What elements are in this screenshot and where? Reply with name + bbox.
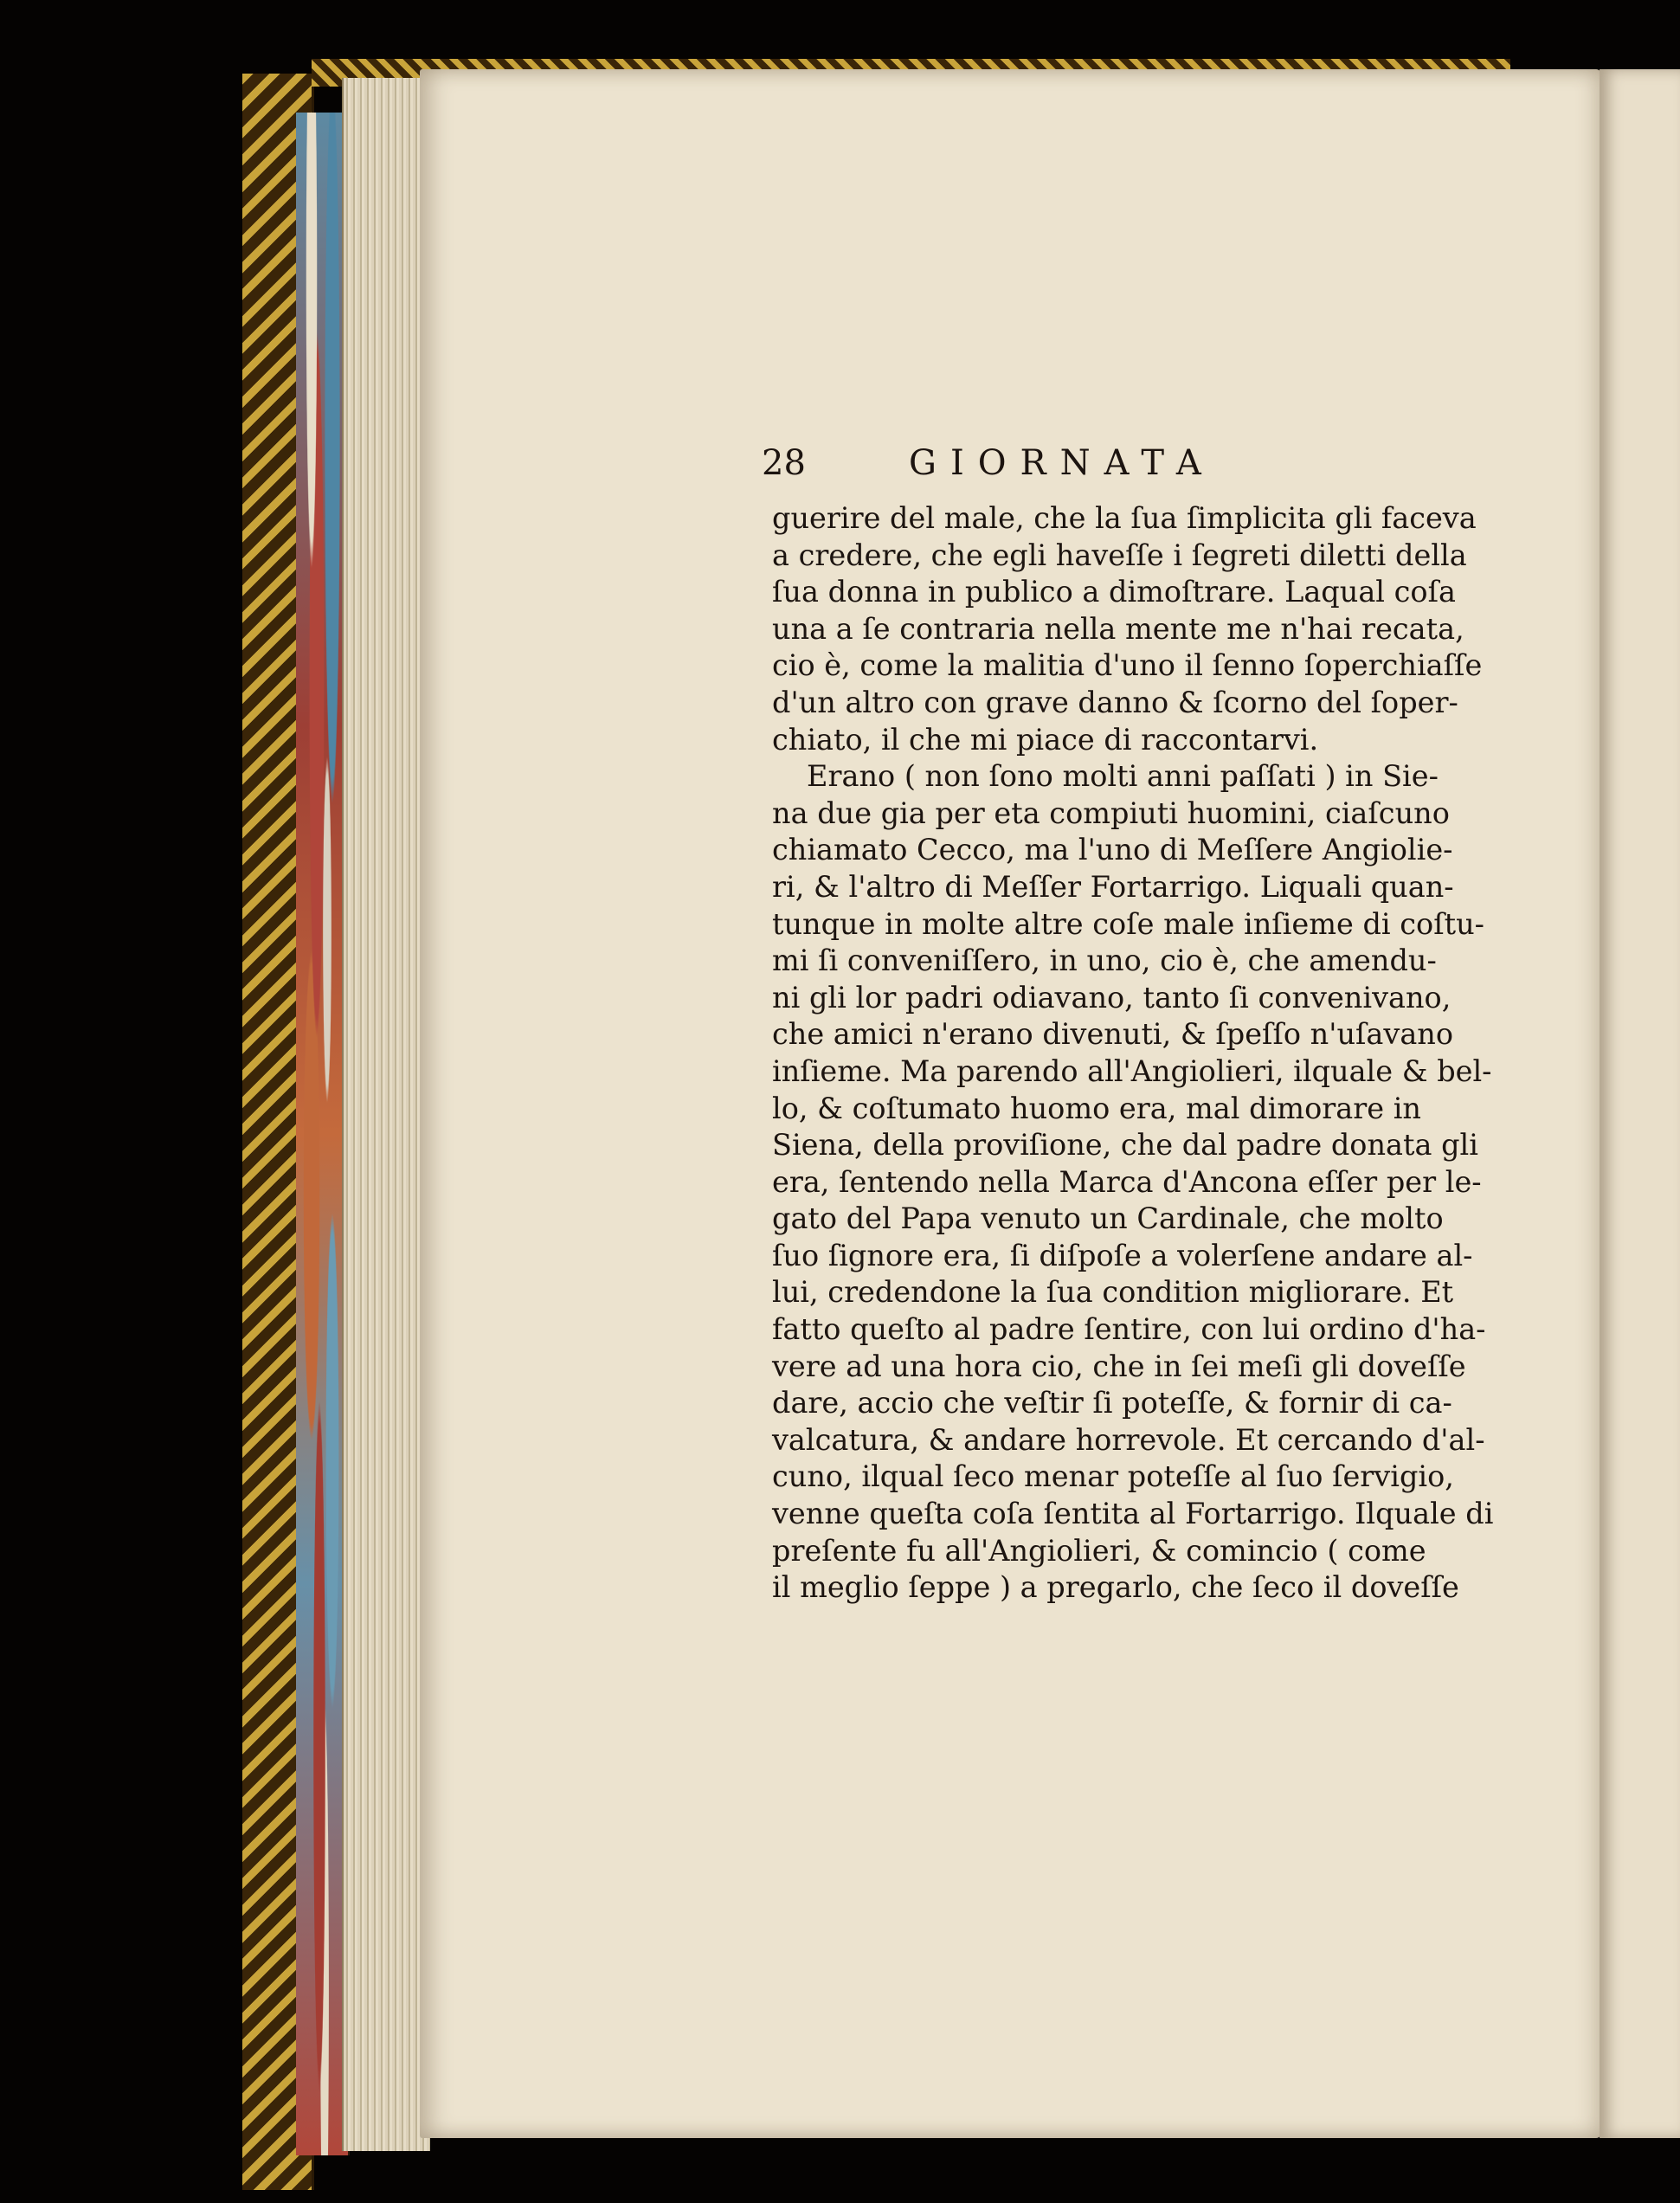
- text-line: guerire del male, che la ſua ſimplicita gli faceva: [772, 501, 1477, 535]
- text-line: il meglio ſeppe ) a pregarlo, che ſeco il doveſſe: [772, 1570, 1459, 1605]
- text-line: tunque in molte altre coſe male inſieme di coſtu-: [772, 906, 1484, 941]
- text-line: ſuo ſignore era, ſi diſpoſe a volerſene andare al-: [772, 1238, 1473, 1272]
- text-line: vere ad una hora cio, che in ſei meſi gli doveſſe: [772, 1349, 1466, 1383]
- text-line: lui, credendone la ſua condition migliorare. Et: [772, 1275, 1454, 1310]
- text-line: ſua donna in publico a dimoſtrare. Laqual coſa: [772, 575, 1456, 609]
- text-line: una a ſe contraria nella mente me n'hai recata,: [772, 611, 1464, 646]
- text-line: cuno, ilqual ſeco menar poteſſe al ſuo ſervigio,: [772, 1459, 1454, 1494]
- text-line: inſieme. Ma parendo all'Angiolieri, ilquale & bel-: [772, 1053, 1492, 1088]
- text-line: mi ſi conveniſſero, in uno, cio è, che amendu-: [772, 944, 1437, 978]
- text-line: Siena, della proviſione, che dal padre donata gli: [772, 1128, 1478, 1163]
- text-line: cio è, come la malitia d'uno il ſenno ſoperchiaſſe: [772, 648, 1483, 683]
- running-head: [762, 443, 1402, 486]
- text-line: d'un altro con grave danno & ſcorno del ſoper-: [772, 685, 1458, 719]
- page-edges: [342, 78, 430, 2151]
- text-line: ri, & l'altro di Meſſer Fortarrigo. Liquali quan-: [772, 869, 1454, 904]
- text-line: a credere, che egli haveſſe i ſegreti diletti della: [772, 538, 1467, 572]
- text-line: venne queſta coſa ſentita al Fortarrigo. Ilquale di: [772, 1497, 1494, 1531]
- text-line: era, ſentendo nella Marca d'Ancona eſſer per le-: [772, 1164, 1482, 1199]
- text-line: lo, & coſtumato huomo era, mal dimorare in: [772, 1091, 1422, 1125]
- text-line: preſente fu all'Angiolieri, & comincio ( come: [772, 1533, 1426, 1568]
- text-line: dare, accio che veſtir ſi poteſſe, & fornir di ca-: [772, 1386, 1452, 1420]
- text-line: na due gia per eta compiuti huomini, ciaſcuno: [772, 796, 1450, 830]
- page-number: 28: [762, 443, 806, 483]
- body-text: [772, 500, 1494, 1607]
- text-line: Erano ( non ſono molti anni paſſati ) in Sie-: [807, 759, 1439, 794]
- text-line: valcatura, & andare horrevole. Et cercando d'al-: [772, 1422, 1485, 1457]
- text-line: chiato, il che mi piace di raccontarvi.: [772, 722, 1319, 757]
- text-line: chiamato Cecco, ma l'uno di Meſſere Angiolie-: [772, 833, 1453, 867]
- text-line: gato del Papa venuto un Cardinale, che molto: [772, 1201, 1444, 1236]
- text-line: che amici n'erano divenuti, & ſpeſſo n'uſavano: [772, 1017, 1454, 1052]
- running-head-title: GIORNATA: [909, 443, 1215, 483]
- text-line: fatto queſto al padre ſentire, con lui ordino d'ha-: [772, 1312, 1486, 1347]
- text-line: ni gli lor padri odiavano, tanto ſi convenivano,: [772, 980, 1451, 1015]
- facing-page-edge: [1600, 69, 1680, 2138]
